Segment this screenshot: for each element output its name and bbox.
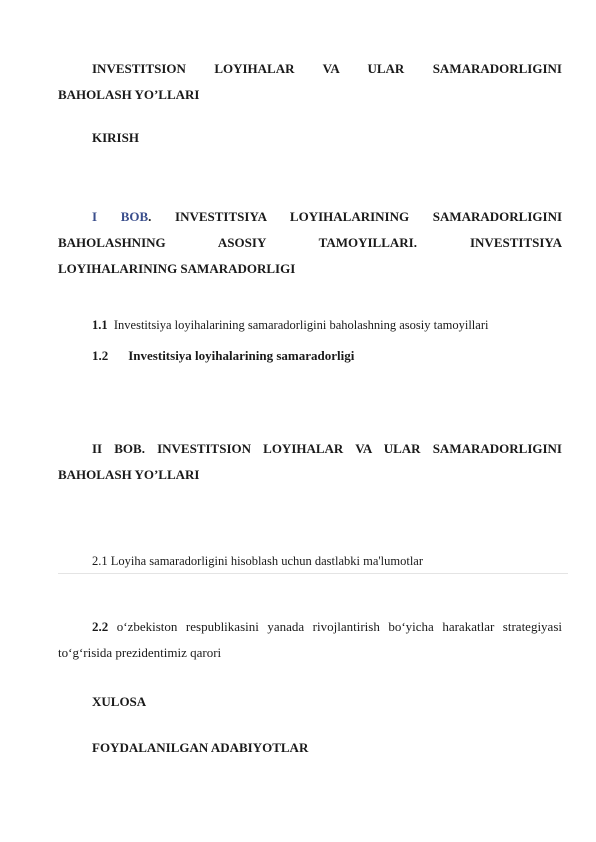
conclusion-heading: XULOSA: [92, 694, 147, 709]
chapter1-dot: .: [148, 209, 152, 224]
section-2-2-line2: to‘g‘risida prezidentimiz qarori: [58, 645, 222, 660]
document-title-line1: INVESTITSION LOYIHALAR VA ULAR SAMARADORLIGINI: [92, 61, 562, 76]
chapter2-heading: [58, 442, 562, 481]
section-1-2: [58, 348, 596, 364]
chapter1-heading-line2: BAHOLASHNING ASOSIY TAMOYILLARI. INVESTITSIYA: [58, 235, 562, 250]
chapter1-bob: BOB: [120, 209, 149, 224]
document-title-line2: BAHOLASH YO’LLARI: [58, 87, 200, 102]
section-2-1: 2.1 Loyiha samaradorligini hisoblash uchun dastlabki ma'lumotlar: [92, 554, 424, 568]
intro-heading: KIRISH: [92, 130, 139, 145]
document-title: [58, 62, 562, 101]
section-number: 2.2: [92, 619, 109, 634]
chapter1-heading-line3: LOYIHALARINING SAMARADORLIGI: [58, 261, 296, 276]
section-divider: [58, 573, 568, 574]
section-2-2: [58, 620, 562, 659]
section-1-1: [58, 318, 596, 333]
section-title: Investitsiya loyihalarining samaradorligi: [128, 348, 355, 363]
chapter2-heading-line2: BAHOLASH YO’LLARI: [58, 467, 200, 482]
references-heading: FOYDALANILGAN ADABIYOTLAR: [92, 740, 309, 755]
section-2-2-line1: [58, 620, 562, 633]
section-number: 1.1: [92, 318, 108, 332]
chapter1-heading-line1: [58, 210, 562, 223]
section-number: 1.2: [92, 348, 109, 363]
section-title: Investitsiya loyihalarining samaradorligini baholashning asosiy tamoyillari: [113, 318, 489, 332]
chapter1-heading: [58, 210, 562, 275]
chapter1-number: I: [92, 209, 98, 224]
section-title-part1: o‘zbekiston respublikasini yanada rivojlantirish bo‘yicha harakatlar strategiyasi: [108, 619, 562, 634]
chapter1-heading-rest: INVESTITSIYA LOYIHALARINING SAMARADORLIGINI: [151, 209, 563, 224]
chapter2-heading-line1: II BOB. INVESTITSION LOYIHALAR VA ULAR SAMARADORLIGINI: [92, 441, 562, 456]
